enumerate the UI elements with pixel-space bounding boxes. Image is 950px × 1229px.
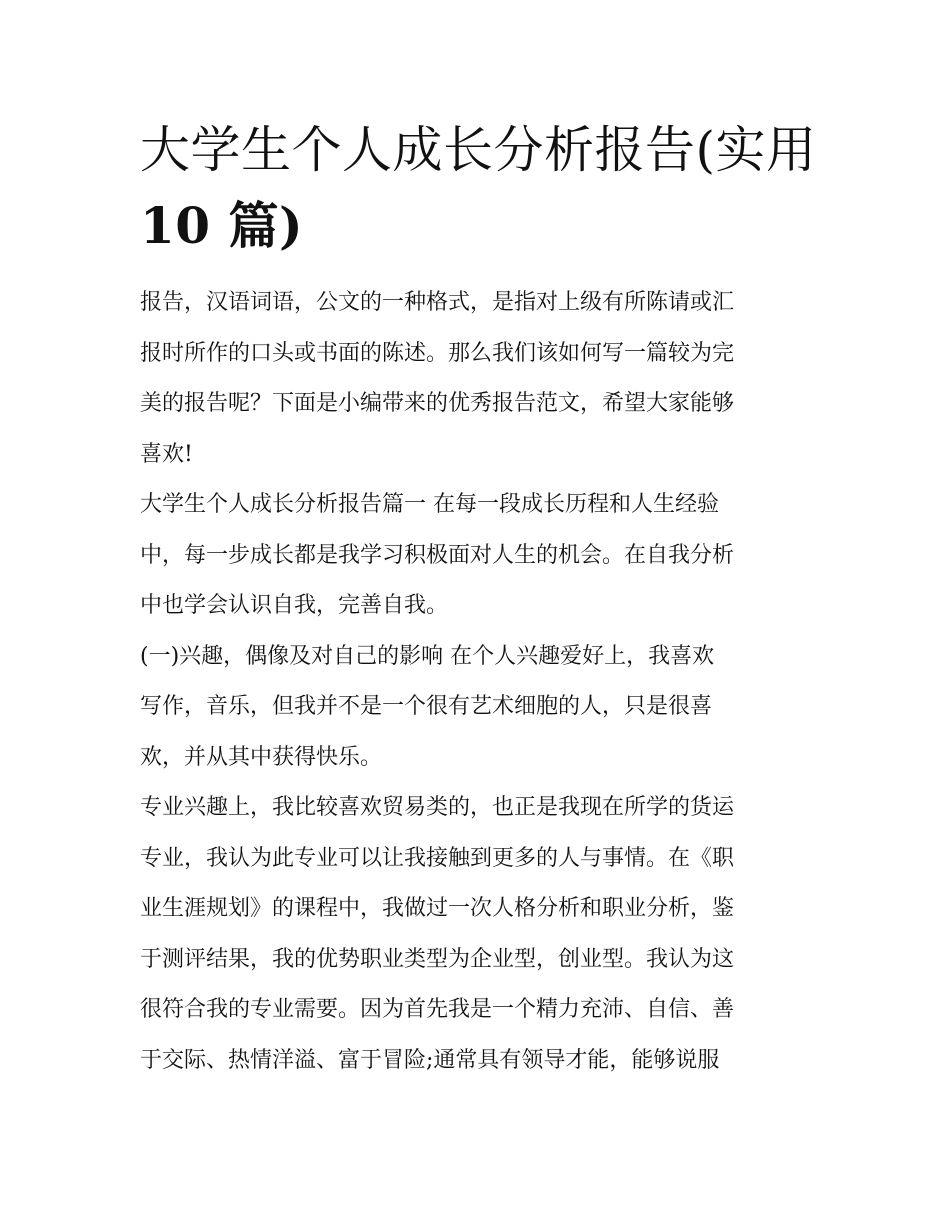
body-line: 报告，汉语词语，公文的一种格式，是指对上级有所陈请或汇 (140, 290, 735, 315)
body-line: 专业兴趣上，我比较喜欢贸易类的，也正是我现在所学的货运 (140, 795, 735, 820)
title-line: 10 篇) (140, 196, 304, 255)
body-line: 于交际、热情洋溢、富于冒险;通常具有领导才能，能够说服 (140, 1047, 720, 1073)
body-line: 喜欢! (140, 441, 193, 467)
body-line: 很符合我的专业需要。因为首先我是一个精力充沛、自信、善 (140, 997, 735, 1022)
body-line: (一)兴趣，偶像及对自己的影响 在个人兴趣爱好上，我喜欢 (140, 643, 715, 669)
body-line: 于测评结果，我的优势职业类型为企业型，创业型。我认为这 (140, 946, 735, 972)
document-title (140, 112, 820, 264)
body-line: 业生涯规划》的课程中，我做过一次人格分析和职业分析，鉴 (140, 896, 735, 921)
body-line: 欢，并从其中获得快乐。 (140, 744, 383, 770)
body-line: 专业，我认为此专业可以让我接触到更多的人与事情。在《职 (140, 845, 735, 871)
body-line: 中，每一步成长都是我学习积极面对人生的机会。在自我分析 (140, 542, 735, 568)
document-body (140, 278, 820, 1086)
body-line: 大学生个人成长分析报告篇一 在每一段成长历程和人生经验 (140, 492, 719, 517)
body-line: 报时所作的口头或书面的陈述。那么我们该如何写一篇较为完 (140, 340, 735, 366)
body-line: 中也学会认识自我，完善自我。 (140, 593, 449, 618)
title-line: 大学生个人成长分析报告(实用 (140, 121, 817, 179)
body-line: 美的报告呢？下面是小编带来的优秀报告范文，希望大家能够 (140, 391, 735, 416)
body-line: 写作，音乐，但我并不是一个很有艺术细胞的人，只是很喜 (140, 694, 713, 719)
